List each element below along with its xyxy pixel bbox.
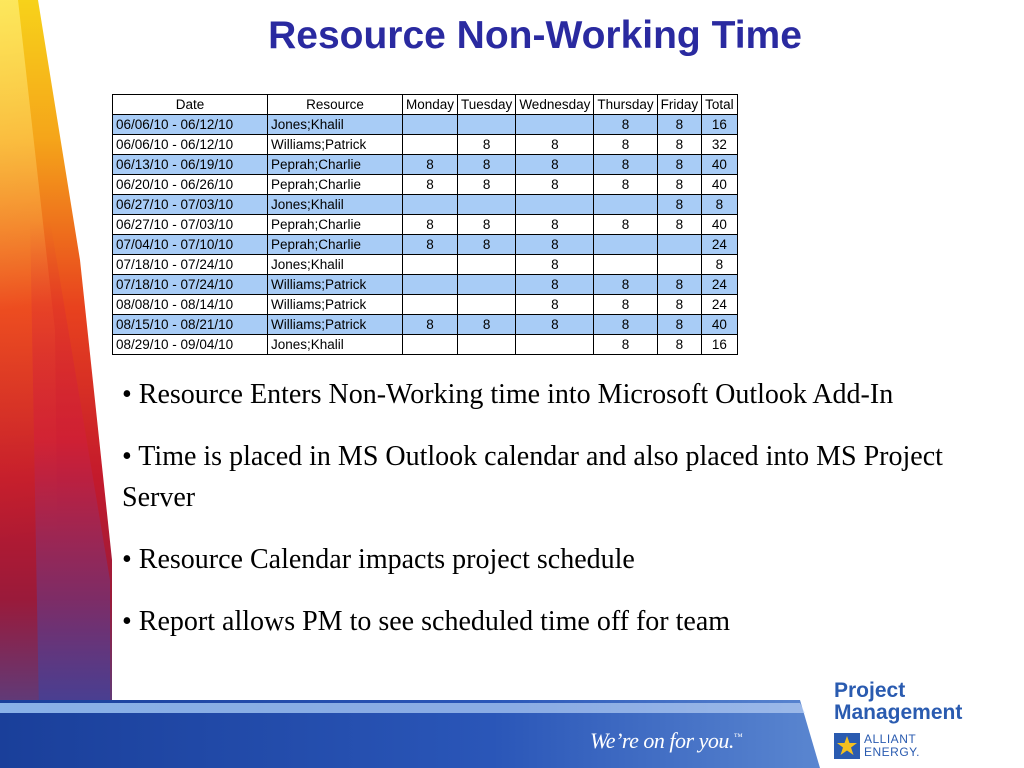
table-cell: Jones;Khalil xyxy=(268,195,403,215)
header-friday: Friday xyxy=(657,95,702,115)
table-row xyxy=(113,315,738,335)
footer-band-highlight xyxy=(0,703,805,713)
table-cell: 08/29/10 - 09/04/10 xyxy=(113,335,268,355)
table-row xyxy=(113,175,738,195)
bullet-item: • Resource Calendar impacts project schedule xyxy=(122,544,635,575)
table-cell: 8 xyxy=(516,275,594,295)
company-line-2: ENERGY. xyxy=(864,745,920,759)
table-cell: 24 xyxy=(702,295,738,315)
table-cell: 24 xyxy=(702,235,738,255)
table-cell: 24 xyxy=(702,275,738,295)
table-cell: 8 xyxy=(594,175,657,195)
table-cell: 8 xyxy=(657,315,702,335)
table-cell xyxy=(403,275,458,295)
table-row xyxy=(113,335,738,355)
non-working-time-table xyxy=(112,94,738,355)
bullet-item: • Report allows PM to see scheduled time off for team xyxy=(122,606,731,637)
table-cell xyxy=(458,115,516,135)
table-header-row xyxy=(113,95,738,115)
header-tuesday: Tuesday xyxy=(458,95,516,115)
table-cell: 8 xyxy=(702,255,738,275)
table-cell: Williams;Patrick xyxy=(268,135,403,155)
table-cell: 16 xyxy=(702,335,738,355)
table-cell: 8 xyxy=(594,115,657,135)
table-cell: 8 xyxy=(516,135,594,155)
tagline-text: We’re on for you. xyxy=(590,728,734,753)
table-cell: 8 xyxy=(403,315,458,335)
table-row xyxy=(113,195,738,215)
table-cell: 8 xyxy=(458,315,516,335)
table-cell xyxy=(458,295,516,315)
table-cell: 8 xyxy=(594,135,657,155)
table-cell xyxy=(657,235,702,255)
table-cell: 8 xyxy=(657,335,702,355)
table-cell xyxy=(403,115,458,135)
table-cell: Williams;Patrick xyxy=(268,275,403,295)
table-cell: 8 xyxy=(594,155,657,175)
table-cell: 06/27/10 - 07/03/10 xyxy=(113,215,268,235)
table-cell: 8 xyxy=(516,255,594,275)
table-cell xyxy=(657,255,702,275)
table-row xyxy=(113,155,738,175)
table-cell: 8 xyxy=(702,195,738,215)
table-row xyxy=(113,255,738,275)
table-cell xyxy=(403,195,458,215)
table-cell xyxy=(403,335,458,355)
table-cell: 8 xyxy=(594,335,657,355)
table-cell xyxy=(458,335,516,355)
header-monday: Monday xyxy=(403,95,458,115)
table-cell: 40 xyxy=(702,175,738,195)
table-cell: 06/20/10 - 06/26/10 xyxy=(113,175,268,195)
table-cell: 8 xyxy=(516,315,594,335)
table-cell xyxy=(458,255,516,275)
table-cell: 8 xyxy=(516,235,594,255)
table-row xyxy=(113,115,738,135)
table-cell: 16 xyxy=(702,115,738,135)
table-cell xyxy=(516,335,594,355)
table-cell: 8 xyxy=(458,155,516,175)
project-management-logo xyxy=(834,680,1014,724)
bullet-item: • Time is placed in MS Outlook calendar and also placed into MS Project Server xyxy=(122,441,943,513)
table-cell: 8 xyxy=(516,155,594,175)
table-cell: Jones;Khalil xyxy=(268,335,403,355)
table-cell: 8 xyxy=(403,235,458,255)
table-row xyxy=(113,295,738,315)
table-cell xyxy=(458,195,516,215)
table-cell: Peprah;Charlie xyxy=(268,175,403,195)
logo-line-project: Project xyxy=(834,679,906,702)
table-cell xyxy=(516,115,594,135)
table-cell: Peprah;Charlie xyxy=(268,235,403,255)
alliant-energy-logo-icon xyxy=(834,733,860,759)
table-cell: 07/18/10 - 07/24/10 xyxy=(113,275,268,295)
table-cell: 06/06/10 - 06/12/10 xyxy=(113,135,268,155)
header-thursday: Thursday xyxy=(594,95,657,115)
table-cell: 8 xyxy=(516,215,594,235)
table-row xyxy=(113,135,738,155)
table-cell xyxy=(403,295,458,315)
table-cell: 08/08/10 - 08/14/10 xyxy=(113,295,268,315)
table-cell: Jones;Khalil xyxy=(268,255,403,275)
table-cell xyxy=(403,255,458,275)
header-date: Date xyxy=(113,95,268,115)
table-cell: 06/06/10 - 06/12/10 xyxy=(113,115,268,135)
table-cell: 8 xyxy=(657,195,702,215)
table-cell xyxy=(594,235,657,255)
table-cell: 40 xyxy=(702,315,738,335)
table-cell: 40 xyxy=(702,155,738,175)
table-cell: 8 xyxy=(657,175,702,195)
table-cell: 8 xyxy=(594,275,657,295)
bullet-list xyxy=(122,374,982,663)
table-cell xyxy=(594,195,657,215)
table-cell: 07/18/10 - 07/24/10 xyxy=(113,255,268,275)
table-cell: 8 xyxy=(594,295,657,315)
table-cell: 06/13/10 - 06/19/10 xyxy=(113,155,268,175)
table-cell: 8 xyxy=(657,135,702,155)
logo-line-management: Management xyxy=(834,701,963,724)
table-cell: 8 xyxy=(516,175,594,195)
table-cell: 8 xyxy=(657,295,702,315)
table-cell: 8 xyxy=(458,215,516,235)
table-cell: Williams;Patrick xyxy=(268,315,403,335)
table-cell xyxy=(594,255,657,275)
table-cell xyxy=(516,195,594,215)
table-row xyxy=(113,215,738,235)
table-cell: Jones;Khalil xyxy=(268,115,403,135)
table-cell: 07/04/10 - 07/10/10 xyxy=(113,235,268,255)
trademark-mark: ™ xyxy=(733,731,743,742)
table-cell: 8 xyxy=(403,215,458,235)
table-cell: 32 xyxy=(702,135,738,155)
table-cell: 06/27/10 - 07/03/10 xyxy=(113,195,268,215)
table-cell: 8 xyxy=(657,215,702,235)
slide-title: Resource Non-Working Time xyxy=(268,14,802,57)
table-cell: 8 xyxy=(403,155,458,175)
footer-tagline xyxy=(590,728,790,754)
alliant-energy-wordmark xyxy=(864,733,944,759)
header-total: Total xyxy=(702,95,738,115)
table-cell: 8 xyxy=(403,175,458,195)
table-cell: 8 xyxy=(594,215,657,235)
table-cell: 8 xyxy=(458,135,516,155)
table-cell: 40 xyxy=(702,215,738,235)
table-cell: 8 xyxy=(458,235,516,255)
company-line-1: ALLIANT xyxy=(864,732,917,746)
table-cell xyxy=(403,135,458,155)
table-row xyxy=(113,235,738,255)
table-cell: 8 xyxy=(657,275,702,295)
table-row xyxy=(113,275,738,295)
header-wednesday: Wednesday xyxy=(516,95,594,115)
table-cell: 08/15/10 - 08/21/10 xyxy=(113,315,268,335)
table-cell: Peprah;Charlie xyxy=(268,215,403,235)
table-cell: 8 xyxy=(594,315,657,335)
header-resource: Resource xyxy=(268,95,403,115)
table-cell xyxy=(458,275,516,295)
table-cell: Williams;Patrick xyxy=(268,295,403,315)
bullet-item: • Resource Enters Non-Working time into Microsoft Outlook Add-In xyxy=(122,379,894,410)
table-cell: 8 xyxy=(516,295,594,315)
table-cell: Peprah;Charlie xyxy=(268,155,403,175)
table-cell: 8 xyxy=(458,175,516,195)
table-cell: 8 xyxy=(657,155,702,175)
table-cell: 8 xyxy=(657,115,702,135)
